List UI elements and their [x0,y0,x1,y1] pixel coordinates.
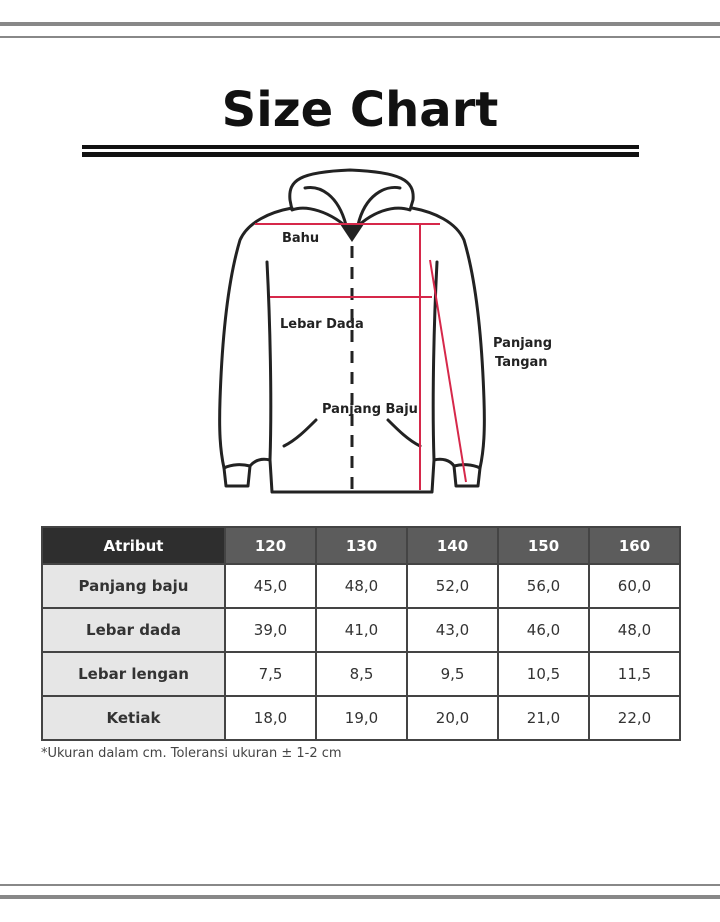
table-cell: 45,0 [225,564,316,608]
table-row [42,564,680,608]
table-cell: 18,0 [225,696,316,740]
label-panjang-tangan-2: Tangan [495,355,548,370]
table-cell: 7,5 [225,652,316,696]
table-cell: 9,5 [407,652,498,696]
table-cell: 8,5 [316,652,407,696]
table-row [42,608,680,652]
attribute-header: Atribut [42,527,225,564]
size-header-150: 150 [498,527,589,564]
collar-notch [340,224,364,242]
left-cuff-line [224,465,250,468]
bottom-border-thin [0,884,720,886]
table-cell: 11,5 [589,652,680,696]
table-cell: 43,0 [407,608,498,652]
row-label: Lebar dada [42,608,225,652]
left-pocket [284,420,316,446]
footnote: *Ukuran dalam cm. Toleransi ukuran ± 1-2 cm [41,746,342,761]
table-cell: 48,0 [316,564,407,608]
table-cell: 21,0 [498,696,589,740]
size-header-120: 120 [225,527,316,564]
row-label: Lebar lengan [42,652,225,696]
hood-outline [290,170,413,232]
table-cell: 46,0 [498,608,589,652]
top-border-thin [0,36,720,38]
top-border-thick [0,22,720,26]
label-lebar-dada: Lebar Dada [280,317,364,332]
right-cuff-line [454,465,480,468]
table-header-row [42,527,680,564]
table-cell: 56,0 [498,564,589,608]
table-cell: 10,5 [498,652,589,696]
label-bahu: Bahu [282,231,320,246]
size-header-160: 160 [589,527,680,564]
size-table [41,526,681,741]
table-cell: 22,0 [589,696,680,740]
size-header-130: 130 [316,527,407,564]
title-underline-top [82,145,639,149]
right-pocket [388,420,420,446]
table-cell: 20,0 [407,696,498,740]
bottom-border-thick [0,895,720,899]
label-panjang-baju: Panjang Baju [322,402,418,417]
row-label: Panjang baju [42,564,225,608]
sleeve-measure-line [430,260,466,482]
title-underline-bottom [82,152,639,157]
table-cell: 41,0 [316,608,407,652]
table-cell: 39,0 [225,608,316,652]
table-cell: 19,0 [316,696,407,740]
table-row [42,696,680,740]
page-title: Size Chart [221,82,499,138]
table-row [42,652,680,696]
label-panjang-tangan-1: Panjang [493,336,552,351]
table-cell: 52,0 [407,564,498,608]
size-header-140: 140 [407,527,498,564]
table-cell: 60,0 [589,564,680,608]
table-cell: 48,0 [589,608,680,652]
left-sleeve-seam [267,262,271,460]
jacket-diagram [0,160,720,510]
row-label: Ketiak [42,696,225,740]
hood-inner-left [305,187,346,225]
